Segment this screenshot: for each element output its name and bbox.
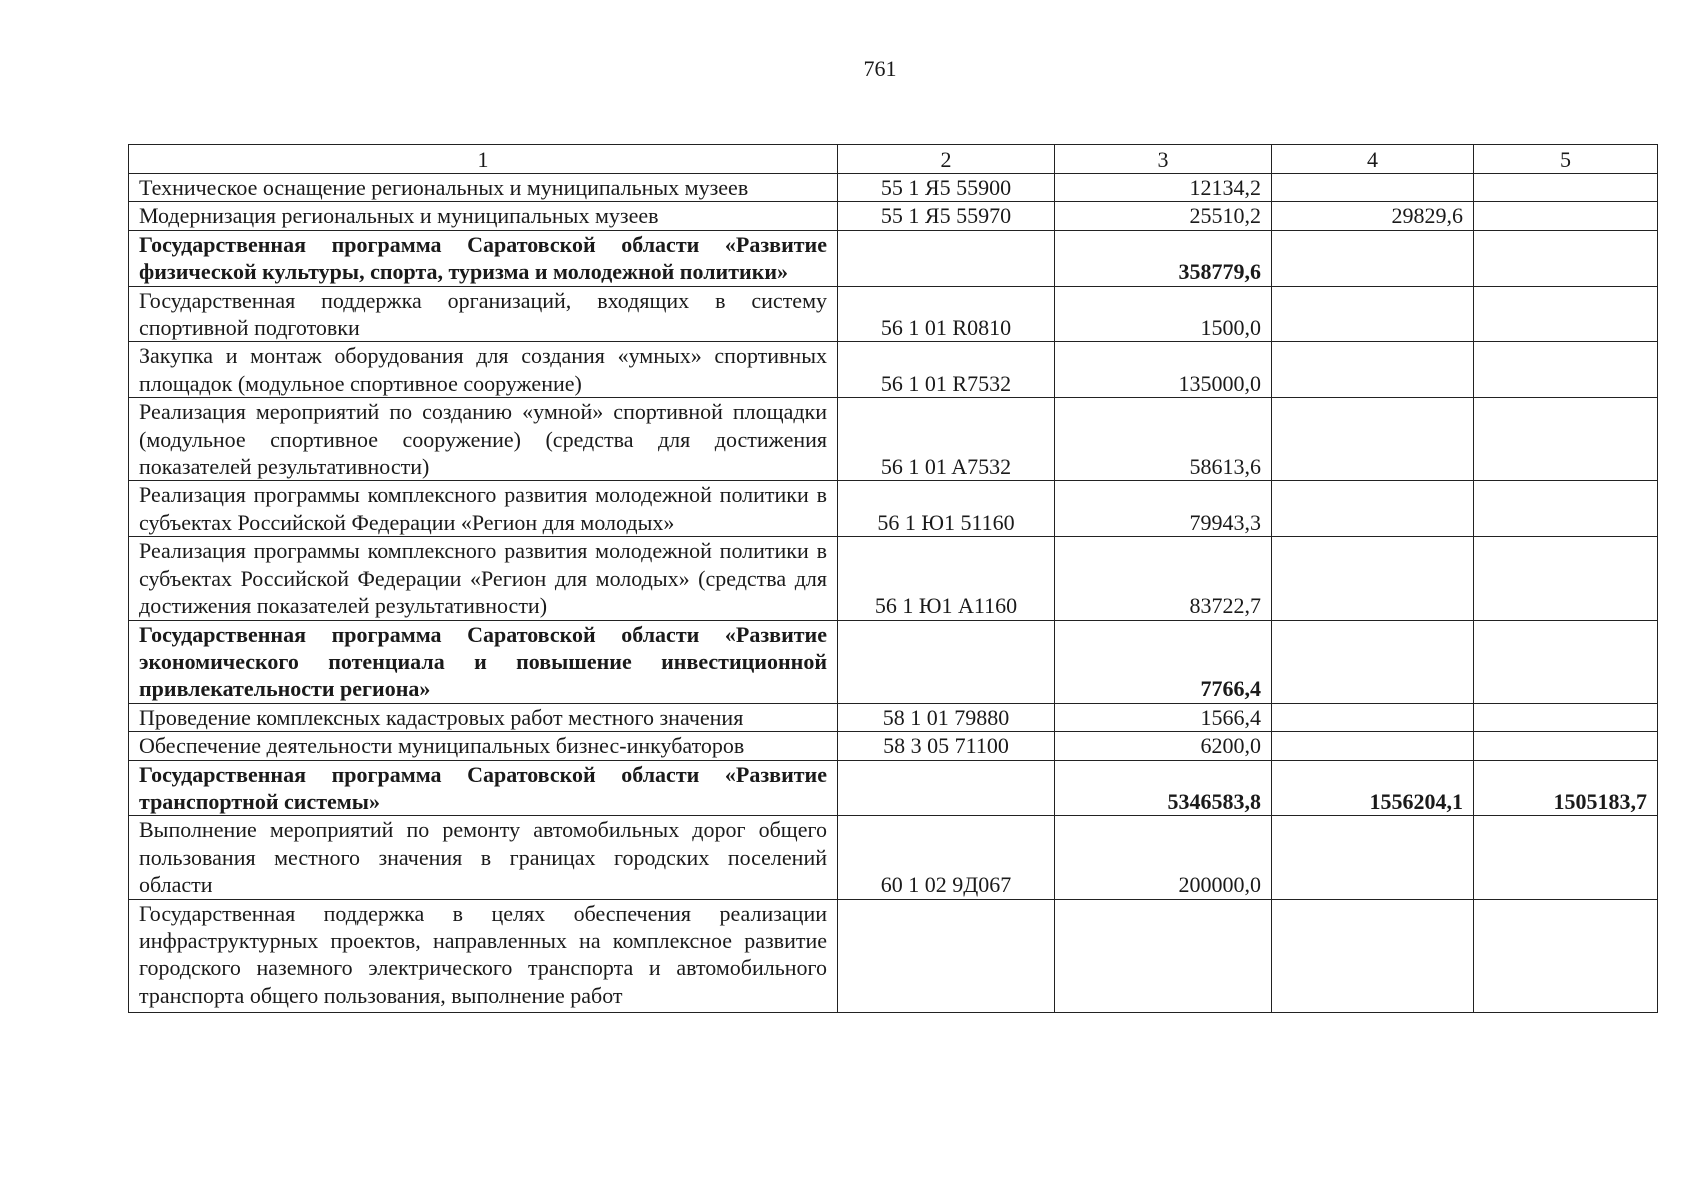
row-name: Реализация программы комплексного развития молодежной политики в субъектах Российской Федерации «Регион для молодых» (средства для достижения показателей результативности) [129, 537, 838, 620]
row-value-col3: 12134,2 [1055, 174, 1272, 202]
row-name: Техническое оснащение региональных и муниципальных музеев [129, 174, 838, 202]
row-name: Государственная программа Саратовской области «Развитие транспортной системы» [129, 760, 838, 816]
row-value-col4: 29829,6 [1272, 202, 1474, 230]
row-value-col5 [1474, 620, 1658, 703]
row-code: 56 1 Ю1 51160 [838, 481, 1055, 537]
row-name: Модернизация региональных и муниципальных музеев [129, 202, 838, 230]
table-row-program [129, 760, 1658, 816]
row-name: Государственная поддержка в целях обеспечения реализации инфраструктурных проектов, направленных на комплексное развитие городского наземного электрического транспорта и автомобильного транспорта общего пользования, выполнение работ [129, 899, 838, 1012]
row-value-col5 [1474, 230, 1658, 286]
row-value-col4 [1272, 620, 1474, 703]
row-code: 56 1 01 R0810 [838, 286, 1055, 342]
row-value-col4 [1272, 342, 1474, 398]
row-value-col5 [1474, 537, 1658, 620]
table-row [129, 481, 1658, 537]
row-value-col5 [1474, 202, 1658, 230]
row-value-col5 [1474, 174, 1658, 202]
row-code: 55 1 Я5 55970 [838, 202, 1055, 230]
row-value-col5 [1474, 342, 1658, 398]
table-row [129, 816, 1658, 899]
row-name: Государственная поддержка организаций, входящих в систему спортивной подготовки [129, 286, 838, 342]
budget-table [128, 144, 1658, 1013]
row-value-col4 [1272, 537, 1474, 620]
row-name: Реализация программы комплексного развития молодежной политики в субъектах Российской Федерации «Регион для молодых» [129, 481, 838, 537]
row-code: 60 1 02 9Д067 [838, 816, 1055, 899]
row-value-col3: 200000,0 [1055, 816, 1272, 899]
column-header: 1 [129, 145, 838, 174]
table-row [129, 537, 1658, 620]
row-name: Проведение комплексных кадастровых работ местного значения [129, 703, 838, 731]
row-value-col3: 358779,6 [1055, 230, 1272, 286]
row-value-col4 [1272, 816, 1474, 899]
row-value-col3: 25510,2 [1055, 202, 1272, 230]
row-value-col5: 1505183,7 [1474, 760, 1658, 816]
table-row [129, 899, 1658, 1012]
table-row [129, 286, 1658, 342]
row-value-col5 [1474, 899, 1658, 1012]
row-value-col3: 1566,4 [1055, 703, 1272, 731]
row-value-col3 [1055, 899, 1272, 1012]
row-value-col3: 6200,0 [1055, 732, 1272, 760]
column-header: 2 [838, 145, 1055, 174]
row-value-col3: 79943,3 [1055, 481, 1272, 537]
row-value-col5 [1474, 816, 1658, 899]
row-name: Государственная программа Саратовской области «Развитие экономического потенциала и повышение инвестиционной привлекательности региона» [129, 620, 838, 703]
column-header: 5 [1474, 145, 1658, 174]
row-value-col5 [1474, 703, 1658, 731]
table-row [129, 202, 1658, 230]
row-value-col4 [1272, 481, 1474, 537]
row-value-col4 [1272, 174, 1474, 202]
row-value-col4 [1272, 286, 1474, 342]
row-value-col3: 135000,0 [1055, 342, 1272, 398]
row-code: 56 1 01 A7532 [838, 398, 1055, 481]
row-value-col4 [1272, 398, 1474, 481]
row-code: 58 3 05 71100 [838, 732, 1055, 760]
row-value-col3: 58613,6 [1055, 398, 1272, 481]
table-row-program [129, 620, 1658, 703]
row-value-col3: 7766,4 [1055, 620, 1272, 703]
table-row [129, 732, 1658, 760]
row-code: 55 1 Я5 55900 [838, 174, 1055, 202]
row-value-col4 [1272, 899, 1474, 1012]
table-header-row [129, 145, 1658, 174]
table-row [129, 174, 1658, 202]
row-name: Реализация мероприятий по созданию «умной» спортивной площадки (модульное спортивное сооружение) (средства для достижения показателей результативности) [129, 398, 838, 481]
table-row [129, 703, 1658, 731]
table-row [129, 342, 1658, 398]
page-number: 761 [863, 56, 897, 81]
row-code: 56 1 Ю1 A1160 [838, 537, 1055, 620]
row-value-col5 [1474, 732, 1658, 760]
row-code: 58 1 01 79880 [838, 703, 1055, 731]
row-code [838, 760, 1055, 816]
row-value-col5 [1474, 481, 1658, 537]
column-header: 4 [1272, 145, 1474, 174]
row-value-col4 [1272, 230, 1474, 286]
row-value-col4: 1556204,1 [1272, 760, 1474, 816]
row-name: Государственная программа Саратовской области «Развитие физической культуры, спорта, туризма и молодежной политики» [129, 230, 838, 286]
row-value-col3: 5346583,8 [1055, 760, 1272, 816]
row-value-col4 [1272, 732, 1474, 760]
row-code: 56 1 01 R7532 [838, 342, 1055, 398]
row-code [838, 230, 1055, 286]
row-name: Выполнение мероприятий по ремонту автомобильных дорог общего пользования местного значения в границах городских поселений области [129, 816, 838, 899]
row-name: Обеспечение деятельности муниципальных бизнес-инкубаторов [129, 732, 838, 760]
row-value-col4 [1272, 703, 1474, 731]
table-row [129, 398, 1658, 481]
row-value-col3: 83722,7 [1055, 537, 1272, 620]
row-code [838, 899, 1055, 1012]
row-value-col3: 1500,0 [1055, 286, 1272, 342]
row-name: Закупка и монтаж оборудования для создания «умных» спортивных площадок (модульное спортивное сооружение) [129, 342, 838, 398]
table-row-program [129, 230, 1658, 286]
row-value-col5 [1474, 398, 1658, 481]
row-value-col5 [1474, 286, 1658, 342]
column-header: 3 [1055, 145, 1272, 174]
row-code [838, 620, 1055, 703]
